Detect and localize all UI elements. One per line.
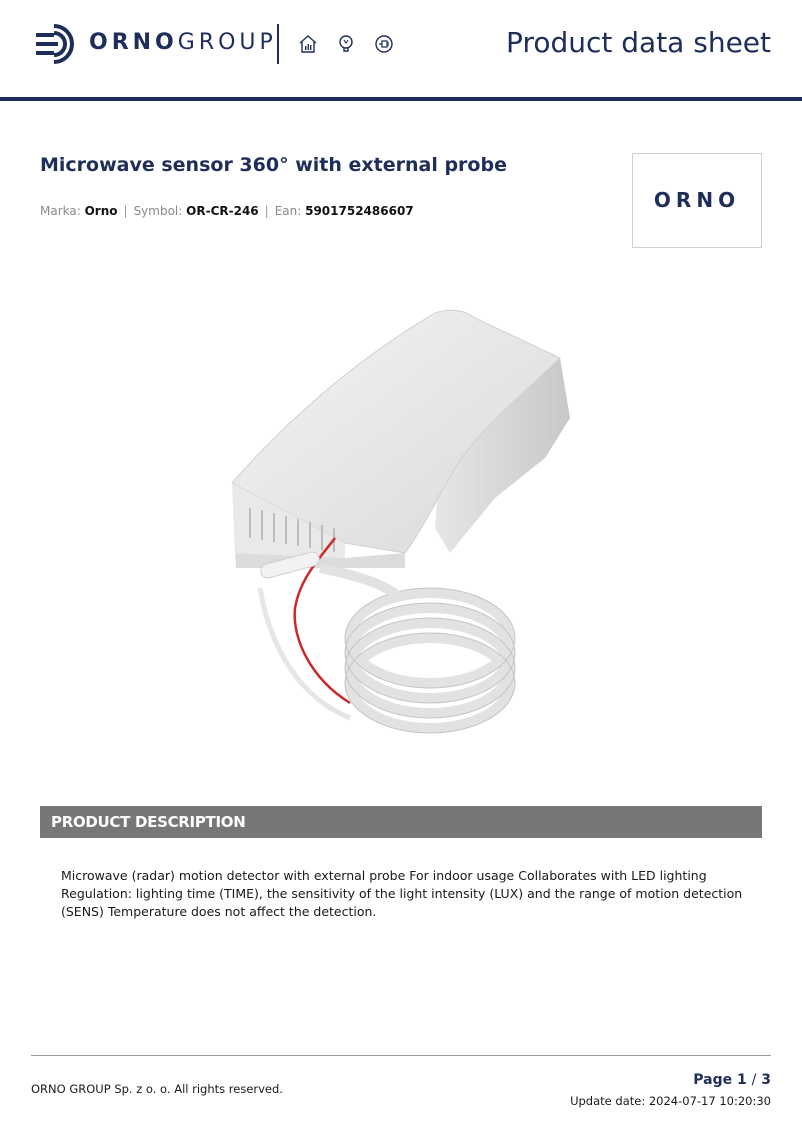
symbol-label: Symbol: xyxy=(133,204,183,218)
header-rule xyxy=(0,97,802,101)
product-image xyxy=(150,268,650,768)
product-description-header xyxy=(40,806,762,838)
brand-name xyxy=(89,30,277,55)
product-meta xyxy=(40,204,414,218)
product-title: Microwave sensor 360° with external probe xyxy=(40,154,507,176)
product-description-text: Microwave (radar) motion detector with external probe For indoor usage Collaborates with LED lighting Regulation: lighting time (TIME), the sensitivity of the light intensity (LUX) and the range of motion detection (SENS) Temperature does not affect the detection. xyxy=(61,868,743,919)
symbol-value: OR-CR-246 xyxy=(186,204,259,218)
page-separator: / xyxy=(751,1072,757,1088)
page-current: 1 xyxy=(737,1072,747,1088)
brand-label: Marka: xyxy=(40,204,81,218)
brand-logo-box xyxy=(632,153,762,248)
page-number xyxy=(693,1072,771,1088)
meta-separator: | xyxy=(264,204,269,218)
home-icon xyxy=(297,33,319,55)
brand-value: Orno xyxy=(84,204,118,218)
copyright-text: ORNO GROUP Sp. z o. o. All rights reserved. xyxy=(31,1082,283,1096)
update-date xyxy=(570,1094,771,1108)
page-header xyxy=(0,0,802,101)
footer-rule xyxy=(31,1055,771,1056)
ean-value: 5901752486607 xyxy=(305,204,414,218)
document-title: Product data sheet xyxy=(506,26,771,59)
brand-name-bold: ORNO xyxy=(89,30,178,55)
update-label: Update date: xyxy=(570,1094,646,1108)
plug-icon xyxy=(373,33,395,55)
ean-label: Ean: xyxy=(274,204,302,218)
section-heading: PRODUCT DESCRIPTION xyxy=(51,813,246,831)
header-divider xyxy=(277,24,279,64)
brand-name-light: GROUP xyxy=(177,30,277,55)
page-prefix: Page xyxy=(693,1072,733,1088)
orno-logo-icon xyxy=(34,24,76,64)
bulb-icon xyxy=(335,33,357,55)
meta-separator: | xyxy=(123,204,128,218)
brand-logo-text: ORNO xyxy=(653,188,741,212)
update-value: 2024-07-17 10:20:30 xyxy=(648,1094,771,1108)
page-total: 3 xyxy=(761,1072,771,1088)
